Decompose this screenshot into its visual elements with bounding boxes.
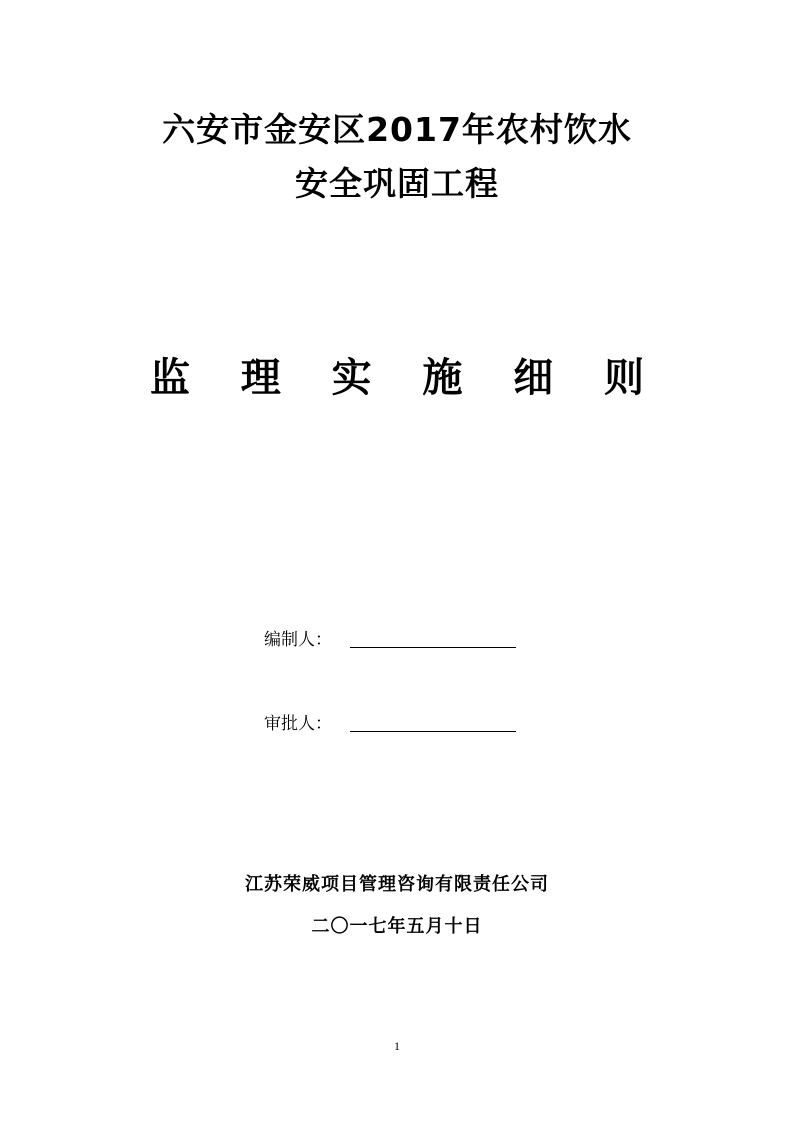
document-type-heading bbox=[150, 350, 644, 406]
compiler-row bbox=[264, 622, 516, 652]
approver-signature-line bbox=[350, 709, 516, 732]
document-type-char: 细 bbox=[513, 355, 554, 401]
project-title-line-1: 六安市金安区2017年农村饮水 bbox=[162, 110, 632, 149]
document-date: 二〇一七年五月十日 bbox=[311, 916, 483, 937]
document-type-char: 理 bbox=[240, 355, 281, 401]
compiler-label: 编制人： bbox=[264, 630, 332, 650]
company-name: 江苏荣威项目管理咨询有限责任公司 bbox=[245, 874, 549, 895]
compiler-signature-line bbox=[350, 625, 516, 648]
document-type-char: 则 bbox=[603, 355, 644, 401]
document-type-char: 施 bbox=[422, 355, 463, 401]
document-type-char: 实 bbox=[331, 355, 372, 401]
project-title-line-2: 安全巩固工程 bbox=[295, 164, 499, 203]
approver-row bbox=[264, 706, 516, 736]
page-number: 1 bbox=[394, 1039, 400, 1053]
approver-label: 审批人： bbox=[264, 714, 332, 734]
document-type-char: 监 bbox=[150, 355, 190, 401]
